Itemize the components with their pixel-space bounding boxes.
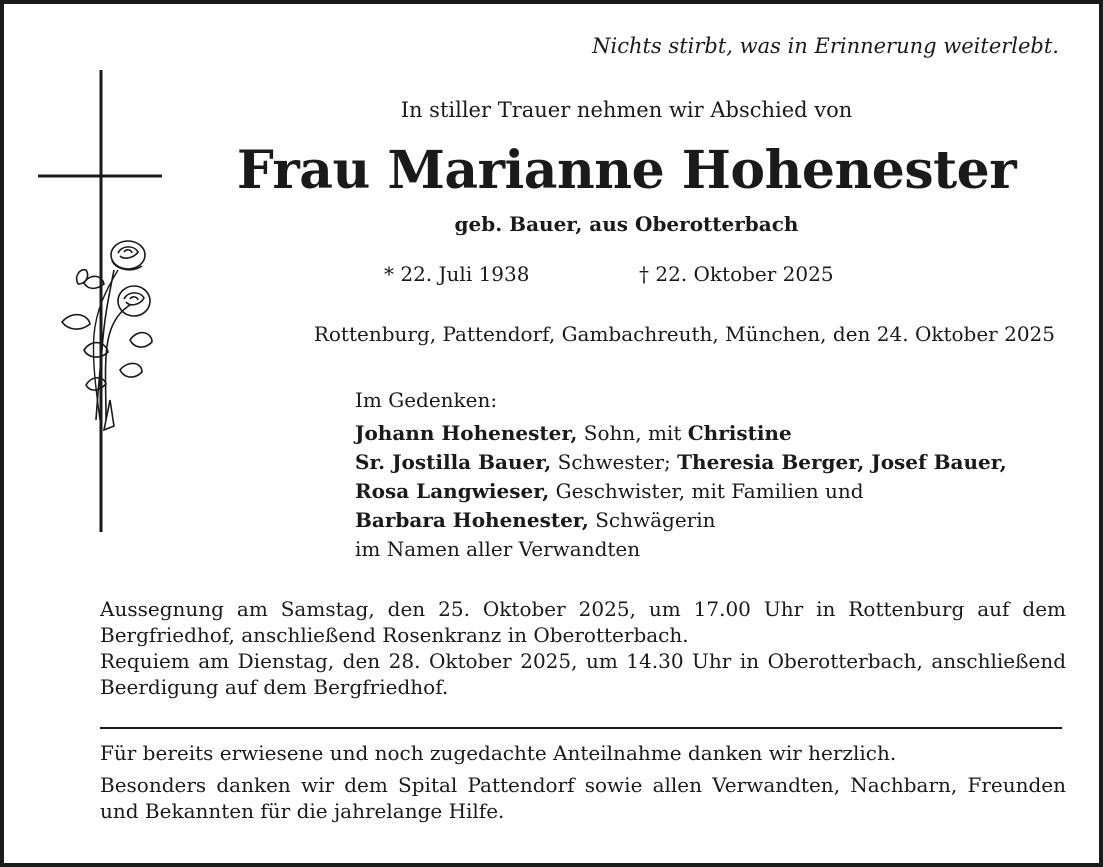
thanks-detail: Besonders danken wir dem Spital Pattendorf sowie allen Verwandten, Nachbarn, Freunden und Bekannten für die jahrelange Hilfe. — [100, 773, 1066, 823]
deceased-name: Frau Marianne Hohenester — [236, 140, 1017, 201]
place-date: Rottenburg, Pattendorf, Gambachreuth, München, den 24. Oktober 2025 — [313, 322, 1055, 346]
birth-date: * 22. Juli 1938 — [384, 262, 530, 286]
motto: Nichts stirbt, was in Erinnerung weiterlebt. — [592, 34, 1059, 58]
divider — [100, 727, 1062, 729]
memory-heading: Im Gedenken: — [355, 388, 498, 412]
death-date: † 22. Oktober 2025 — [639, 262, 834, 286]
intro-text: In stiller Trauer nehmen wir Abschied von — [400, 98, 853, 122]
memory-line: Sr. Jostilla Bauer, Schwester; Theresia Berger, Josef Bauer, — [355, 450, 1007, 474]
funeral-blessing: Aussegnung am Samstag, den 25. Oktober 2025, um 17.00 Uhr in Rottenburg auf dem Bergfriedhof, anschließend Rosenkranz in Oberotterbach. — [100, 597, 1066, 647]
thanks-line: Für bereits erwiesene und noch zugedachte Anteilnahme danken wir herzlich. — [100, 741, 897, 765]
memory-line: Johann Hohenester, Sohn, mit Christine — [355, 421, 792, 445]
memory-block — [355, 386, 1007, 564]
memory-line: Barbara Hohenester, Schwägerin — [355, 508, 716, 532]
thanks-block — [100, 740, 1066, 830]
memory-line: im Namen aller Verwandten — [355, 537, 641, 561]
funeral-info — [100, 596, 1066, 700]
memory-line: Rosa Langwieser, Geschwister, mit Familien und — [355, 479, 864, 503]
funeral-requiem: Requiem am Dienstag, den 28. Oktober 2025, um 14.30 Uhr in Oberotterbach, anschließend Beerdigung auf dem Bergfriedhof. — [100, 649, 1066, 699]
birth-name: geb. Bauer, aus Oberotterbach — [454, 212, 799, 236]
